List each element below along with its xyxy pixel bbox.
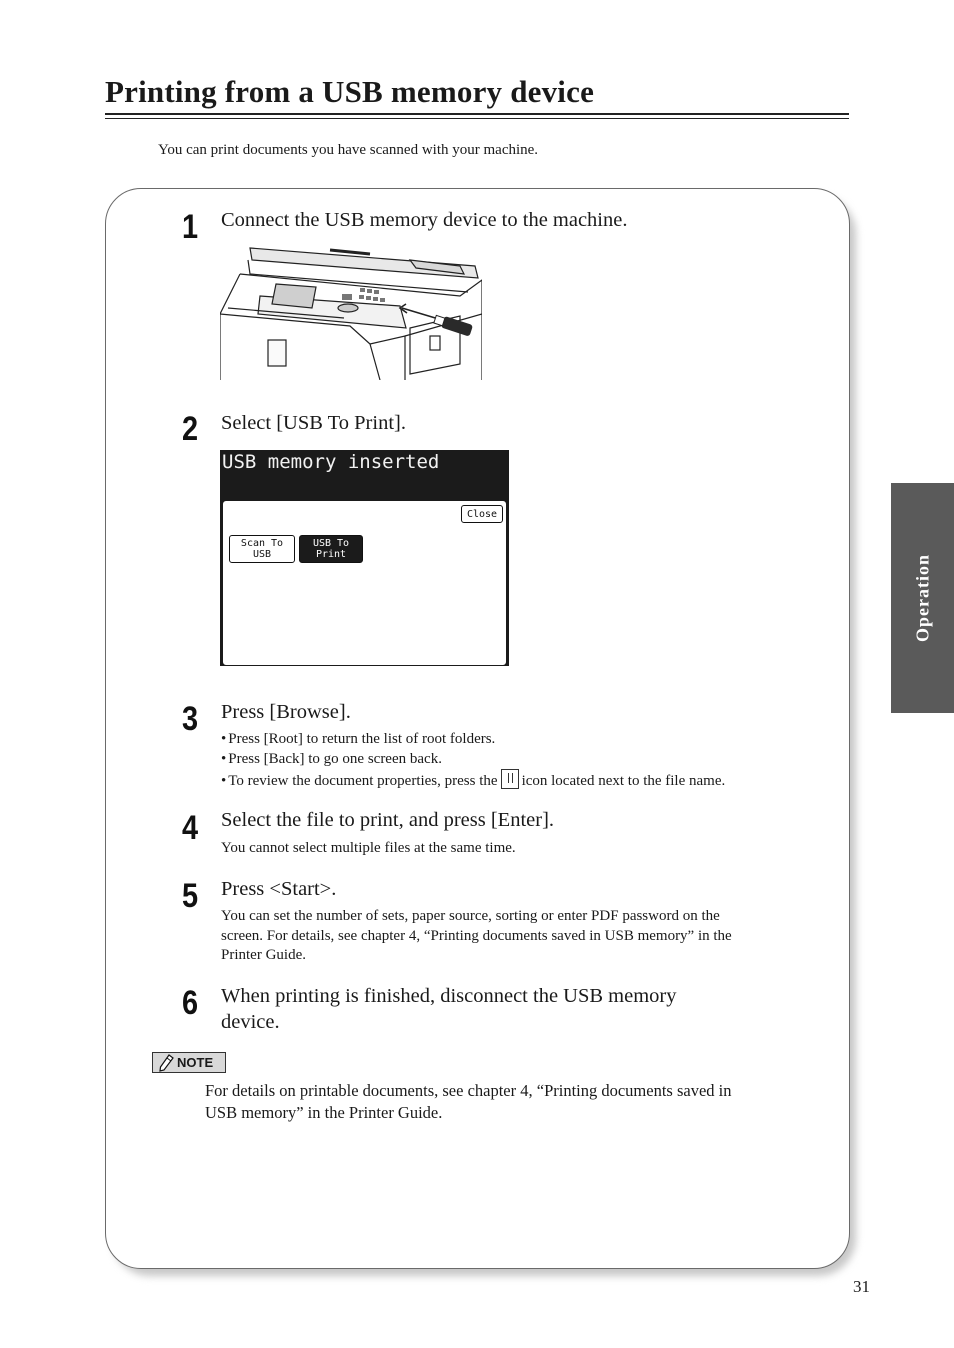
section-tab-label: Operation	[912, 554, 932, 642]
step-6-number: 6	[182, 984, 199, 1022]
scan-to-usb-line-2: USB	[252, 549, 272, 560]
step-3-bullet-2-text: Press [Back] to go one screen back.	[228, 751, 442, 767]
lcd-header: USB memory inserted	[220, 450, 509, 498]
usb-to-print-line-1: USB To	[312, 538, 350, 549]
step-5-note-line-3: Printer Guide.	[221, 947, 306, 963]
page-title: Printing from a USB memory device	[105, 74, 595, 109]
printer-usb-illustration	[220, 244, 482, 380]
note-badge	[152, 1052, 226, 1073]
step-3-bullet-2: • Press [Back] to go one screen back.	[221, 751, 442, 767]
step-3-bullet-1: • Press [Root] to return the list of root folders.	[221, 731, 496, 747]
step-2-number: 2	[182, 410, 199, 448]
note-label: NOTE	[177, 1055, 214, 1070]
usb-to-print-button[interactable]	[299, 535, 363, 563]
scan-to-usb-button[interactable]	[229, 535, 295, 563]
note-text	[205, 1080, 830, 1124]
document-properties-icon	[501, 769, 519, 789]
step-3-title: Press [Browse].	[221, 701, 351, 723]
step-5-title: Press <Start>.	[221, 878, 337, 900]
step-1-number: 1	[182, 208, 199, 246]
close-button[interactable]: Close	[461, 505, 503, 523]
page-number: 31	[853, 1277, 870, 1296]
step-5-note-line-2: screen. For details, see chapter 4, “Printing documents saved in USB memory” in the	[221, 928, 732, 944]
scan-to-usb-line-1: Scan To	[240, 538, 284, 549]
note-line-2: USB memory” in the Printer Guide.	[205, 1103, 443, 1122]
title-rule-thick	[105, 113, 849, 115]
step-6-title-line-1: When printing is finished, disconnect the USB memory	[221, 985, 677, 1007]
lcd-content-area	[222, 500, 507, 666]
step-5-number: 5	[182, 877, 199, 915]
step-4-note: You cannot select multiple files at the same time.	[221, 840, 516, 856]
intro-text: You can print documents you have scanned with your machine.	[158, 142, 539, 158]
title-rule-thin	[105, 118, 849, 119]
pencil-icon	[158, 1054, 174, 1072]
step-3-bullet-1-text: Press [Root] to return the list of root folders.	[228, 731, 496, 747]
step-1-title: Connect the USB memory device to the machine.	[221, 209, 628, 231]
step-4-title: Select the file to print, and press [Enter].	[221, 809, 555, 831]
step-6-title-line-2: device.	[221, 1011, 280, 1033]
note-line-1: For details on printable documents, see chapter 4, “Printing documents saved in	[205, 1081, 732, 1100]
lcd-screen	[220, 450, 509, 666]
step-3-bullet-3-text: To review the document properties, press the	[228, 773, 498, 789]
step-2-title: Select [USB To Print].	[221, 412, 406, 434]
step-3-bullet-3-text-end: icon located next to the file name.	[521, 773, 726, 789]
step-4-number: 4	[182, 809, 199, 847]
step-3-bullet-3: • To review the document properties, press the icon located next to the file name.	[221, 769, 725, 791]
step-3-number: 3	[182, 700, 199, 738]
usb-to-print-line-2: Print	[315, 549, 347, 560]
step-5-note-line-1: You can set the number of sets, paper source, sorting or enter PDF password on the	[221, 908, 720, 924]
section-tab-operation[interactable]	[891, 483, 954, 713]
lcd-body	[220, 498, 509, 666]
